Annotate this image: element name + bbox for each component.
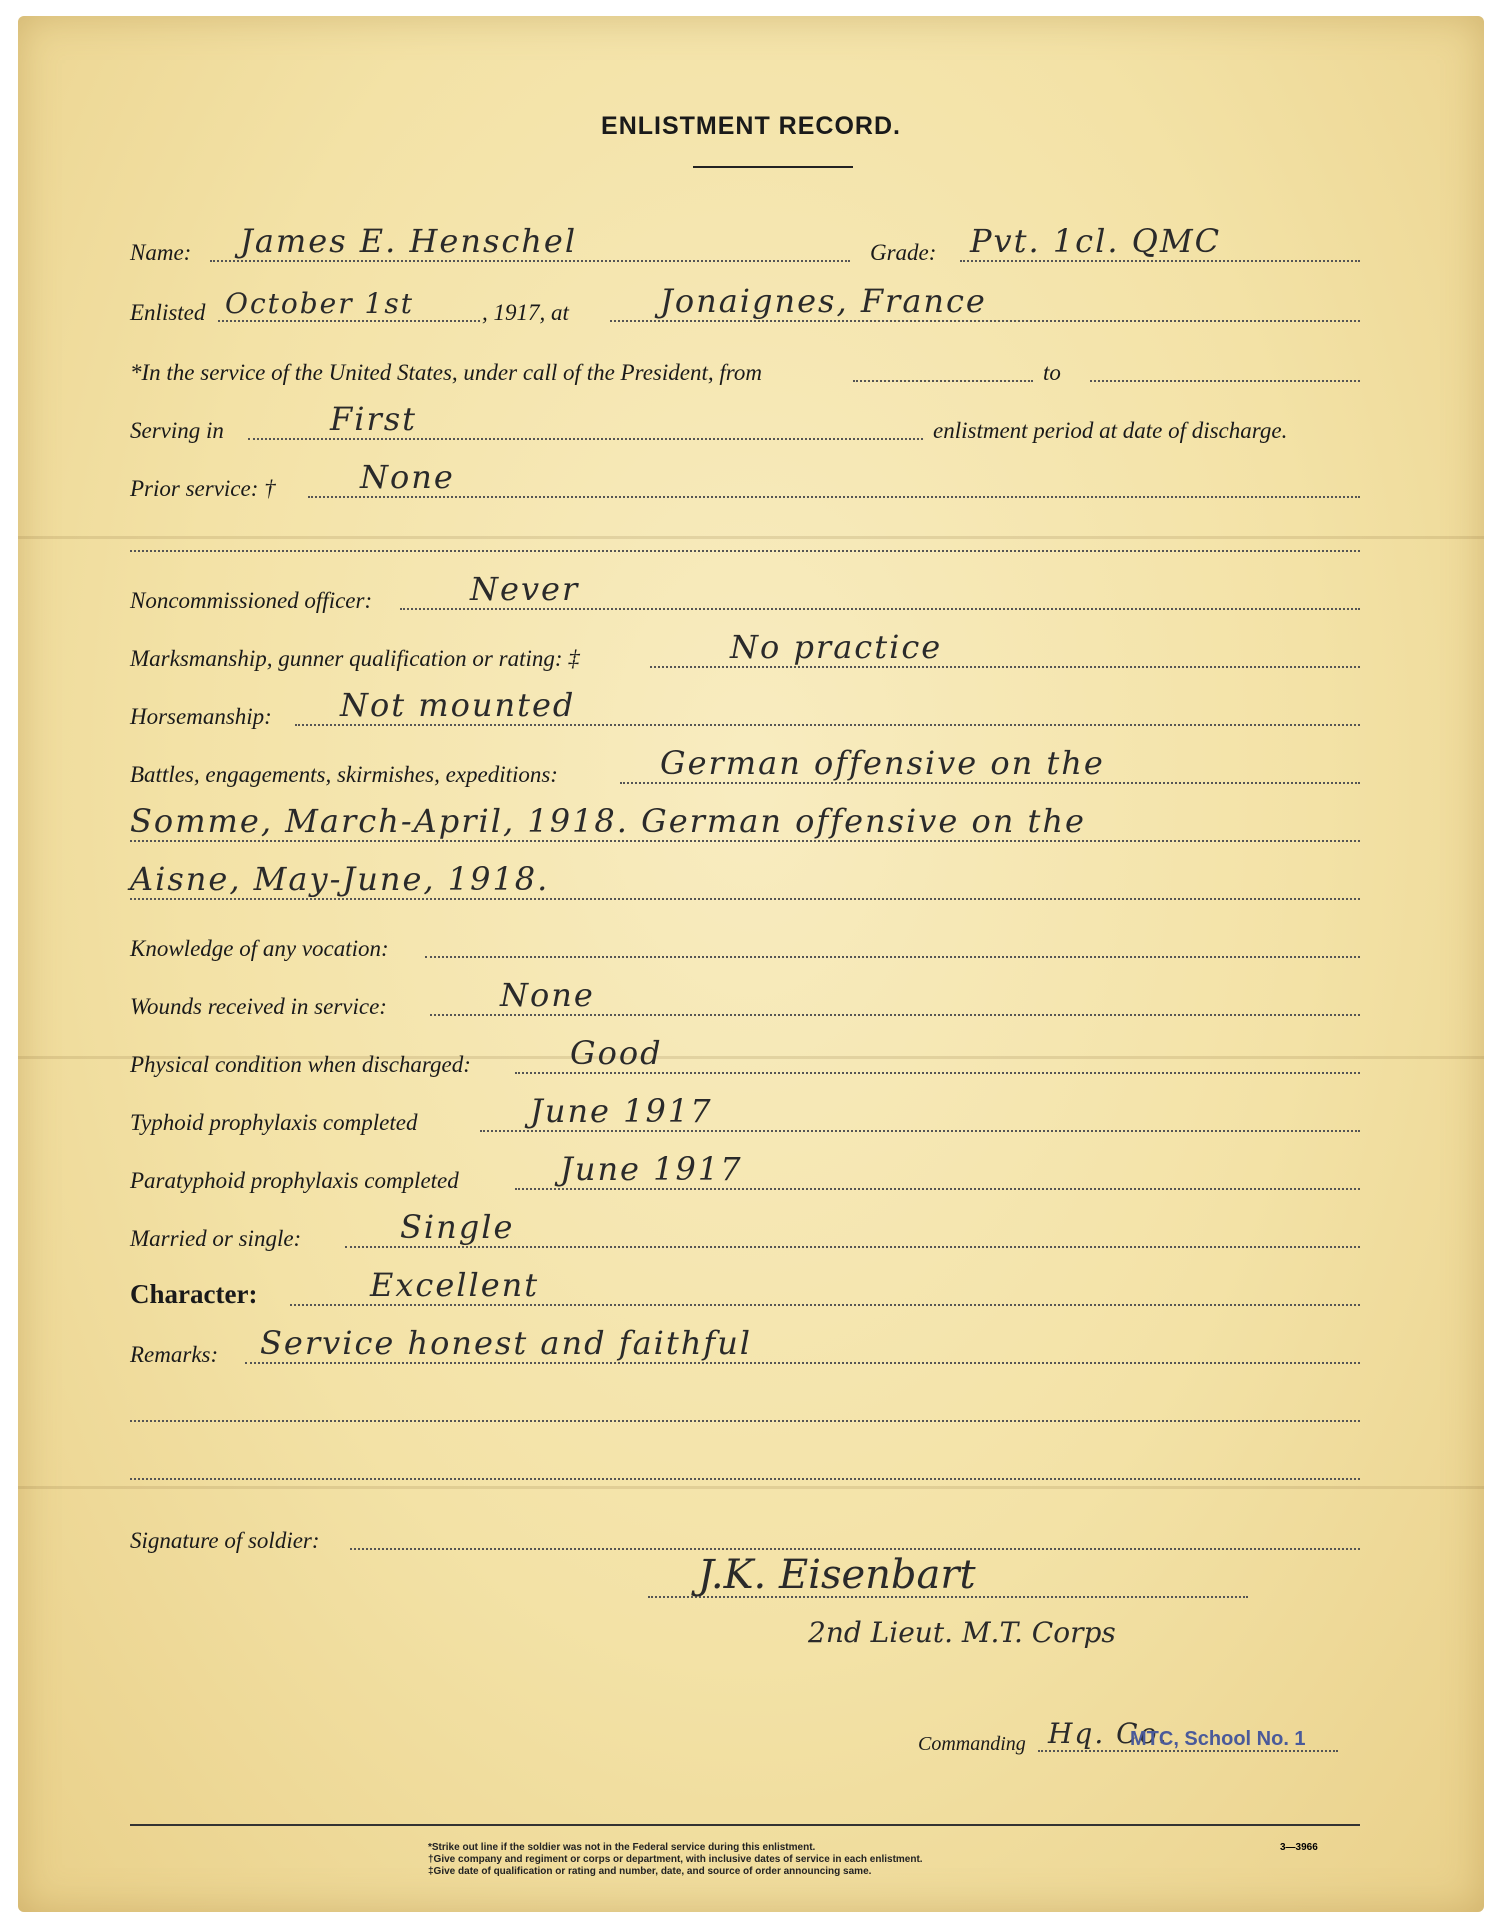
battles-line3: Aisne, May-June, 1918. xyxy=(130,860,550,898)
typhoid-value: June 1917 xyxy=(530,1092,713,1130)
officer-rank: 2nd Lieut. M.T. Corps xyxy=(808,1616,1116,1649)
character-row xyxy=(130,1250,1360,1310)
battles-line1: German offensive on the xyxy=(660,744,1105,782)
physical-value: Good xyxy=(570,1034,663,1072)
serving-value: First xyxy=(330,400,418,438)
typhoid-row xyxy=(130,1076,1360,1136)
footnote-2: †Give company and regiment or corps or department, with inclusive dates of service in each enlistment. xyxy=(428,1854,923,1865)
battles-row xyxy=(130,728,1360,788)
name-value: James E. Henschel xyxy=(240,222,578,260)
married-value: Single xyxy=(400,1208,515,1246)
vocation-row xyxy=(130,902,1360,962)
page-title: ENLISTMENT RECORD. xyxy=(601,112,901,140)
officer-signature: J.K. Eisenbart xyxy=(698,1552,976,1598)
battles-label: Battles, engagements, skirmishes, expeditions: xyxy=(130,762,558,787)
horsemanship-label: Horsemanship: xyxy=(130,704,272,729)
remarks-value: Service honest and faithful xyxy=(260,1324,753,1362)
married-row xyxy=(130,1192,1360,1252)
title-underline xyxy=(693,166,853,168)
footnote-1: *Strike out line if the soldier was not in the Federal service during this enlistment. xyxy=(428,1842,816,1853)
horsemanship-value: Not mounted xyxy=(340,686,576,724)
wounds-row xyxy=(130,960,1360,1020)
fold-crease xyxy=(18,1486,1484,1489)
name-row xyxy=(130,206,1360,266)
prior-row xyxy=(130,442,1360,502)
enlisted-date: October 1st xyxy=(225,287,414,320)
prior-label: Prior service: † xyxy=(130,476,276,501)
wounds-value: None xyxy=(500,976,595,1014)
character-label: Character: xyxy=(130,1279,258,1309)
grade-label: Grade: xyxy=(870,240,937,265)
paratyphoid-value: June 1917 xyxy=(560,1150,743,1188)
prior-extra-row xyxy=(130,496,1360,556)
service-call-row xyxy=(130,326,1360,386)
nco-value: Never xyxy=(470,570,580,608)
serving-suffix: enlistment period at date of discharge. xyxy=(933,418,1288,443)
remarks-label: Remarks: xyxy=(130,1342,219,1367)
battles-row-2 xyxy=(130,786,1360,846)
service-call-label: *In the service of the United States, under call of the President, from xyxy=(130,360,762,385)
soldier-signature-row xyxy=(130,1494,1360,1554)
paratyphoid-row xyxy=(130,1134,1360,1194)
remarks-extra-row-2 xyxy=(130,1424,1360,1484)
wounds-label: Wounds received in service: xyxy=(130,994,387,1019)
enlisted-year: , 1917, at xyxy=(482,300,569,325)
prior-value: None xyxy=(360,458,455,496)
enlisted-place: Jonaignes, France xyxy=(660,282,987,320)
form-number: 3—3966 xyxy=(1280,1842,1318,1853)
character-value: Excellent xyxy=(370,1266,540,1304)
footnote-3: ‡Give date of qualification or rating and number, date, and source of order announcing same. xyxy=(428,1866,872,1877)
service-call-to: to xyxy=(1043,360,1061,385)
vocation-label: Knowledge of any vocation: xyxy=(130,936,389,961)
serving-row xyxy=(130,384,1360,444)
typhoid-label: Typhoid prophylaxis completed xyxy=(130,1110,418,1135)
remarks-row xyxy=(130,1308,1360,1368)
nco-label: Noncommissioned officer: xyxy=(130,588,373,613)
nco-row xyxy=(130,554,1360,614)
name-label: Name: xyxy=(130,240,192,265)
grade-value: Pvt. 1cl. QMC xyxy=(970,222,1222,260)
battles-row-3 xyxy=(130,844,1360,904)
battles-line2: Somme, March-April, 1918. German offensive on the xyxy=(130,802,1086,840)
document-page xyxy=(18,16,1484,1912)
physical-label: Physical condition when discharged: xyxy=(130,1052,471,1077)
horsemanship-row xyxy=(130,670,1360,730)
commanding-label: Commanding xyxy=(918,1733,1026,1755)
enlisted-label: Enlisted xyxy=(130,300,206,325)
physical-row xyxy=(130,1018,1360,1078)
remarks-extra-row-1 xyxy=(130,1366,1360,1426)
marksmanship-value: No practice xyxy=(730,628,943,666)
serving-label: Serving in xyxy=(130,418,224,443)
marksmanship-row xyxy=(130,612,1360,672)
soldier-signature-label: Signature of soldier: xyxy=(130,1528,320,1553)
enlisted-row xyxy=(130,266,1360,326)
commanding-value: Hq. Co. xyxy=(1048,1717,1169,1750)
paratyphoid-label: Paratyphoid prophylaxis completed xyxy=(130,1168,459,1193)
footer-rule xyxy=(130,1824,1360,1826)
footnotes xyxy=(428,1842,923,1878)
unit-stamp: MTC, School No. 1 xyxy=(1130,1728,1306,1750)
married-label: Married or single: xyxy=(130,1226,302,1251)
marksmanship-label: Marksmanship, gunner qualification or rating: ‡ xyxy=(130,646,580,671)
